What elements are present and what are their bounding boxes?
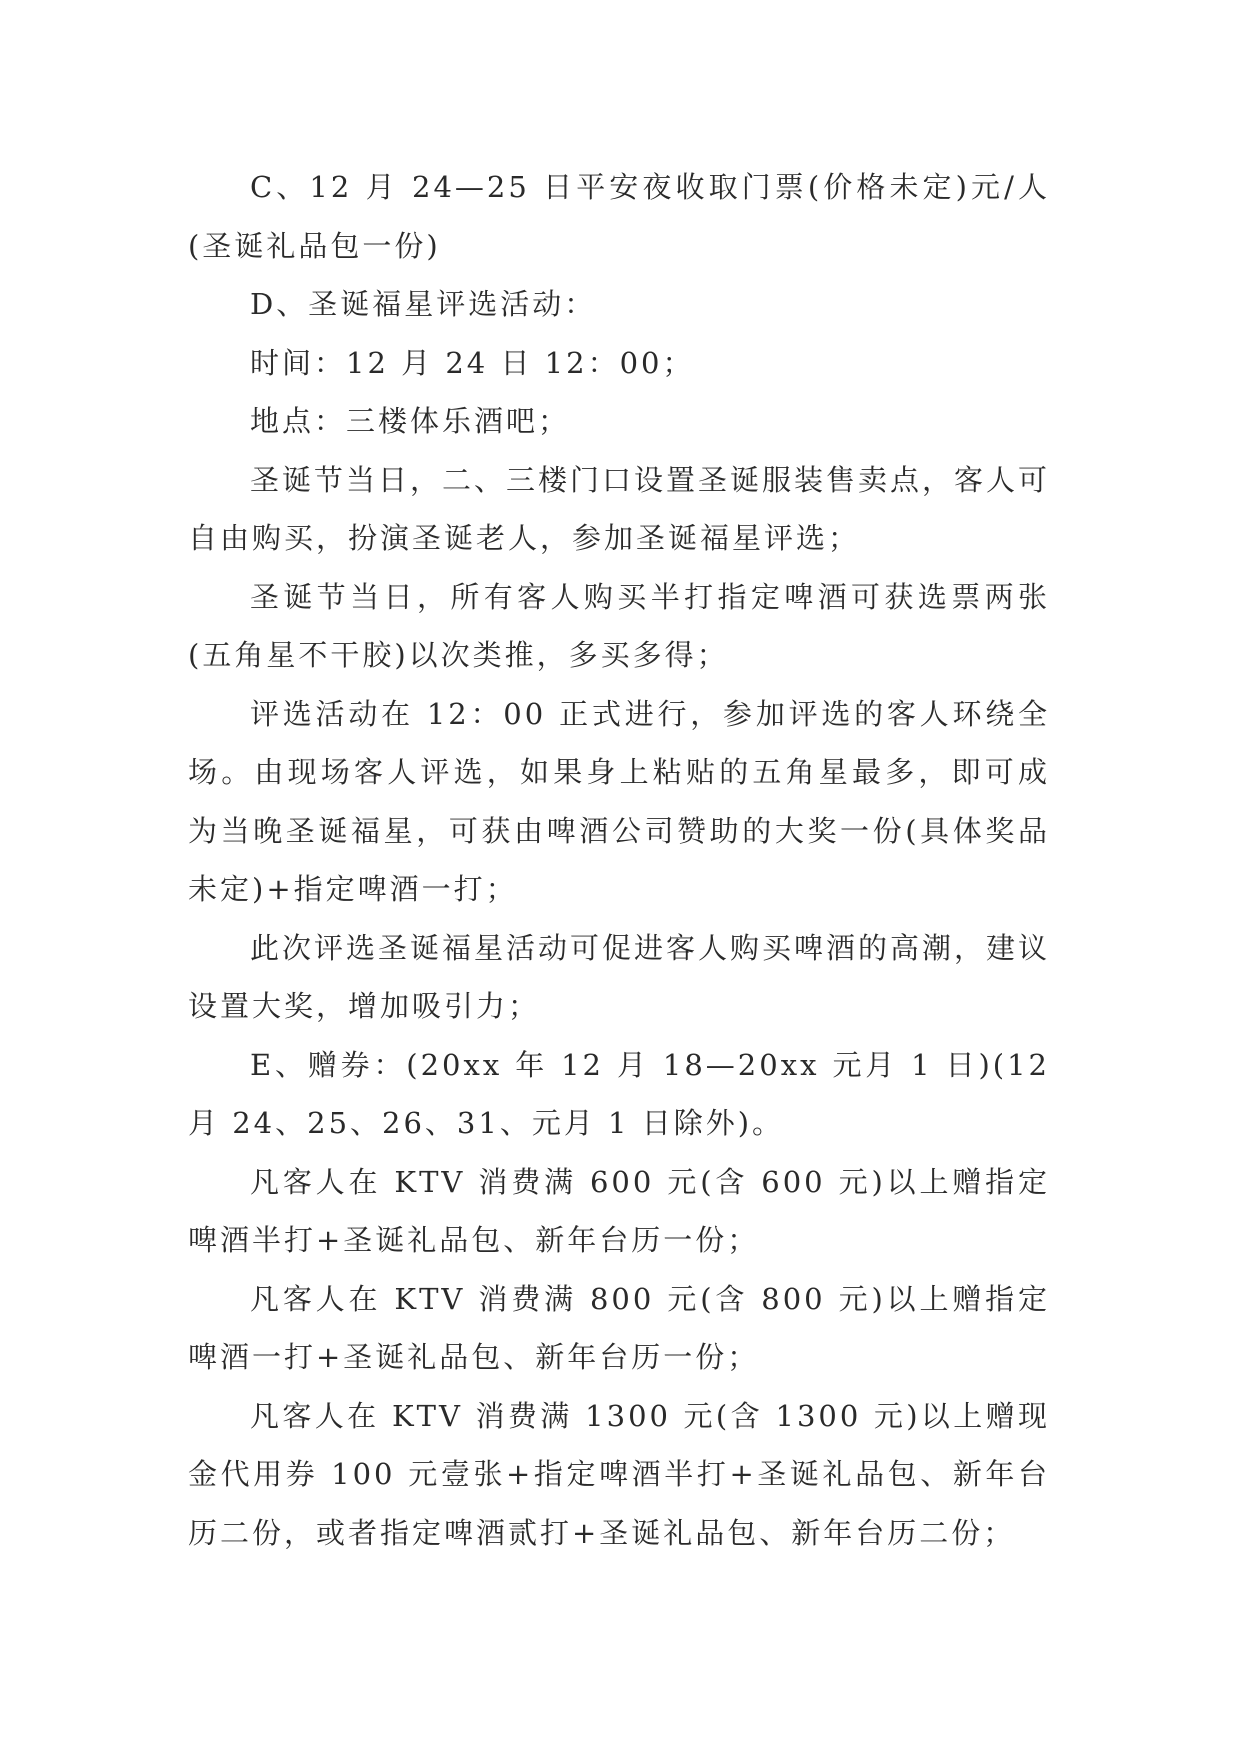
paragraph-event-time: 时间：12 月 24 日 12：00； <box>250 345 695 380</box>
paragraph-promotion-advice: 此次评选圣诞福星活动可促进客人购买啤酒的高潮，建议设置大奖，增加吸引力； <box>188 930 1051 1023</box>
paragraph-voucher-600: 凡客人在 KTV 消费满 600 元(含 600 元)以上赠指定啤酒半打+圣诞礼品包、新年台历一份； <box>188 1164 1050 1257</box>
paragraph-voucher-1300: 凡客人在 KTV 消费满 1300 元(含 1300 元)以上赠现金代用券 100 元壹张+指定啤酒半打+圣诞礼品包、新年台历二份，或者指定啤酒贰打+圣诞礼品包、新年台历二份； <box>188 1398 1050 1550</box>
paragraph-voucher-800: 凡客人在 KTV 消费满 800 元(含 800 元)以上赠指定啤酒一打+圣诞礼品包、新年台历一份； <box>188 1281 1050 1374</box>
paragraph-costume-sales: 圣诞节当日，二、三楼门口设置圣诞服装售卖点，客人可自由购买，扮演圣诞老人，参加圣诞福星评选； <box>188 462 1051 555</box>
paragraph-lucky-star-heading: D、圣诞福星评选活动： <box>250 287 597 321</box>
paragraph-selection-process: 评选活动在 12：00 正式进行，参加评选的客人环绕全场。由现场客人评选，如果身上粘贴的五角星最多，即可成为当晚圣诞福星，可获由啤酒公司赞助的大奖一份(具体奖品未定)+指定啤酒一打； <box>188 696 1050 906</box>
paragraph-voucher-period: E、赠券：(20xx 年 12 月 18—20xx 元月 1 日)(12 月 24、25、26、31、元月 1 日除外)。 <box>188 1047 1050 1140</box>
paragraph-event-location: 地点：三楼体乐酒吧； <box>250 404 571 438</box>
paragraph-admission-fee: C、12 月 24—25 日平安夜收取门票(价格未定)元/人(圣诞礼品包一份) <box>188 170 1050 263</box>
document-body <box>188 158 1050 1562</box>
paragraph-vote-tickets: 圣诞节当日，所有客人购买半打指定啤酒可获选票两张(五角星不干胶)以次类推，多买多得； <box>188 579 1050 672</box>
